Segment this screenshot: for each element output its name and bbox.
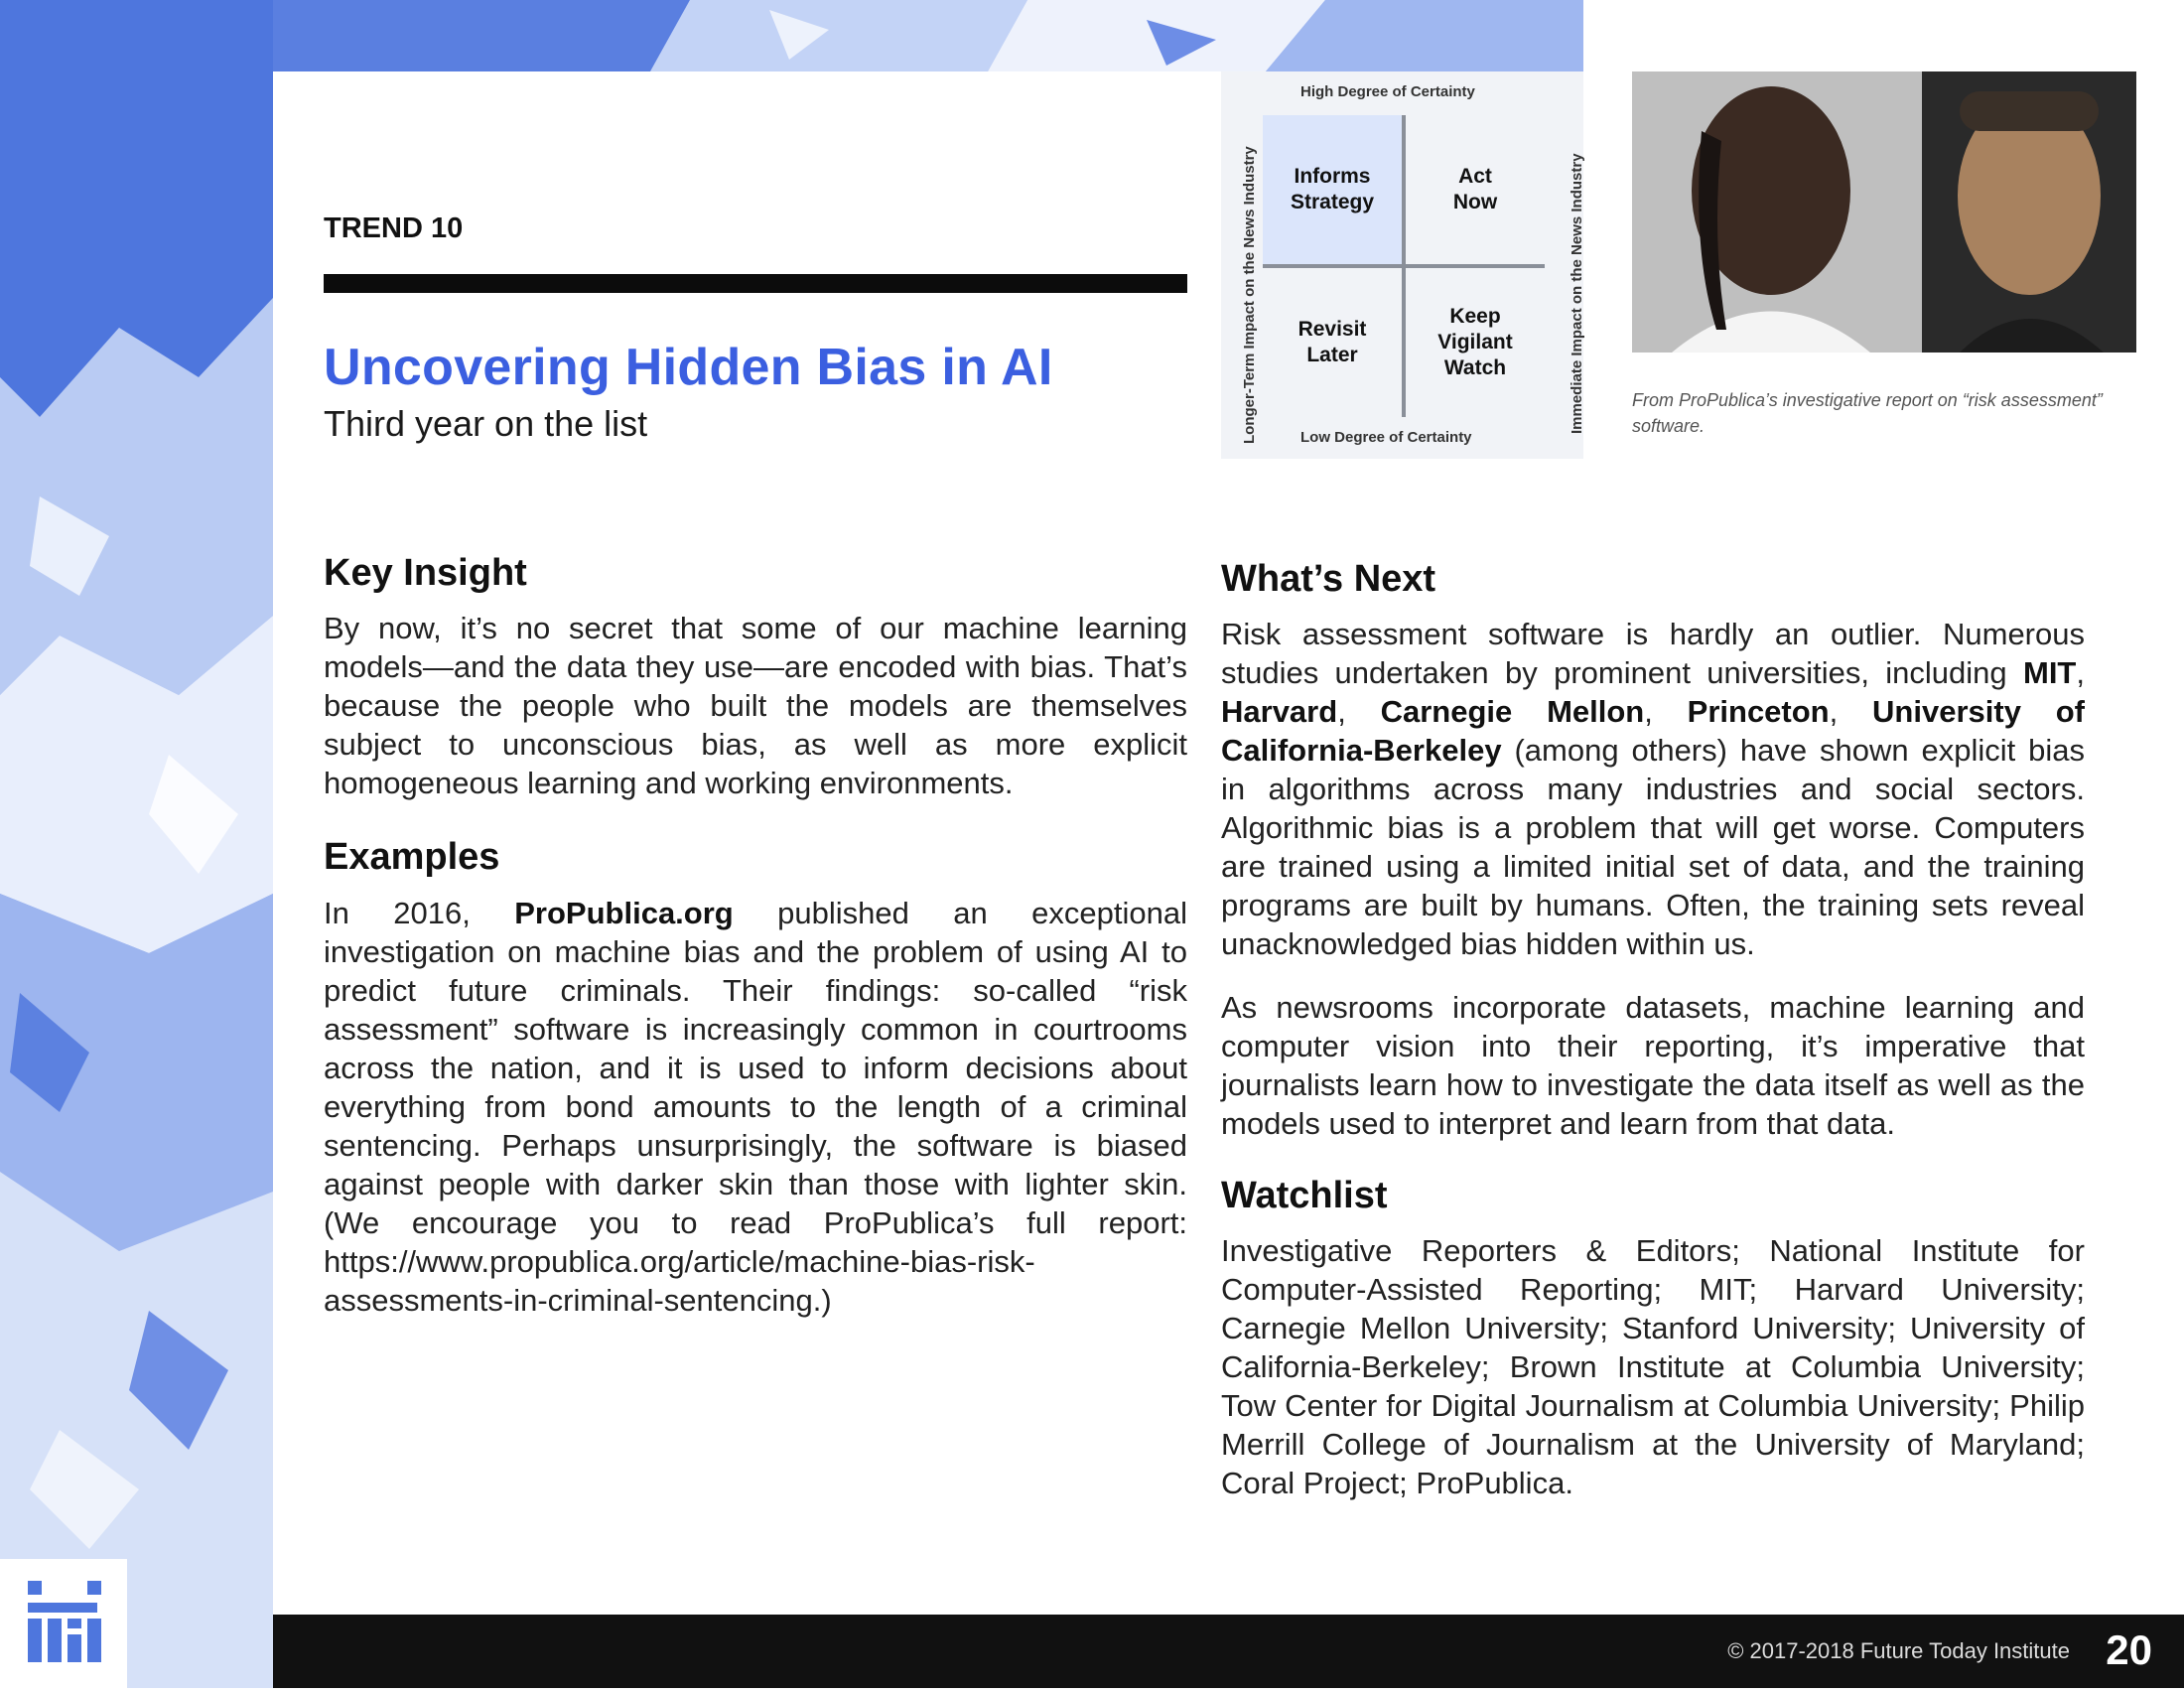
- matrix-cell-informs-strategy: [1263, 115, 1402, 264]
- cell-line: Act: [1458, 165, 1492, 188]
- photo-caption: From ProPublica’s investigative report on “risk assessment” software.: [1632, 390, 2103, 436]
- page-number: 20: [2106, 1626, 2152, 1673]
- university-cmu: Carnegie Mellon: [1380, 694, 1645, 729]
- matrix-cell-keep-vigilant-watch: [1406, 268, 1545, 417]
- watchlist-text: Investigative Reporters & Editors; National Institute for Computer-Assisted Reporting; MIT; Harvard University; Carnegie Mellon University; Stanford University; University of California-Berkeley; Brown Institute at Columbia University; Tow Center for Digital Journalism at Columbia University; Philip Merrill College of Journalism at the University of Maryland; Coral Project; ProPublica.: [1221, 1233, 2085, 1500]
- fti-logo: [0, 1559, 127, 1688]
- background-ice-texture: [0, 0, 273, 1688]
- matrix-cell-act-now: [1406, 115, 1545, 264]
- cell-line: Later: [1306, 344, 1358, 366]
- university-harvard: Harvard: [1221, 694, 1338, 729]
- watchlist-heading: Watchlist: [1221, 1175, 1388, 1216]
- whats-next-text-1: Risk assessment software is hardly an outlier. Numerous studies undertaken by prominent universities, including MIT, Harvard, Carnegie Mellon, Princeton, University of California-Berkeley (among others) have shown explicit bias in algorithms across many industries and social sectors. Algorithmic bias is a problem that will get worse. Computers are trained using a limited initial set of data, and the training programs are built by humans. Often, the training sets reveal unacknowledged bias hidden within us.: [1221, 617, 2086, 961]
- examples-body: published an exceptional investigation on machine bias and the problem of using AI to predict future criminals. Their findings: so-called “risk assessment” software is increasingly common in courtrooms across the nation, and it is used to inform decisions about everything from bond amounts to the length of a criminal sentencing. Perhaps unsurprisingly, the software is biased against people with darker skin than those with lighter skin. (We encourage you to read ProPublica’s full report: https://www.propublica.org/article/machine-bias-risk-assessments-in-criminal-sentencing.): [324, 896, 1187, 1318]
- whats-next-text-2: As newsrooms incorporate datasets, machine learning and computer vision into their reporting, it’s imperative that journalists learn how to investigate the data itself as well as the models used to interpret and learn from that data.: [1221, 990, 2085, 1141]
- whats-next-intro: Risk assessment software is hardly an outlier. Numerous studies undertaken by prominent universities, including: [1221, 617, 2085, 690]
- university-princeton: Princeton: [1687, 694, 1830, 729]
- cell-line: Vigilant: [1437, 331, 1513, 353]
- matrix-cell-revisit-later: [1263, 268, 1402, 417]
- examples-intro: In 2016,: [324, 896, 471, 930]
- examples-text: [324, 894, 1187, 1320]
- certainty-matrix: [1221, 71, 1583, 459]
- cell-line: Keep: [1449, 305, 1501, 328]
- cell-line: Revisit: [1297, 318, 1367, 341]
- matrix-right-label: Immediate Impact on the News Industry: [1569, 153, 1585, 434]
- cell-line: Watch: [1443, 356, 1507, 379]
- key-insight-text: By now, it’s no secret that some of our machine learning models—and the data they use—are encoded with bias. That’s because the people who built the models are themselves subject to unconscious bias, as well as more explicit homogeneous learning and working environments.: [324, 611, 1187, 800]
- examples-heading: Examples: [324, 836, 500, 878]
- whats-next-rest: (among others) have shown explicit bias in algorithms across many industries and social sectors. Algorithmic bias is a problem that will get worse. Computers are trained using a limited initial set of data, and the training programs are built by humans. Often, the training sets reveal unacknowledged bias hidden within us.: [1221, 733, 2085, 961]
- header-ice-texture: [273, 0, 1583, 71]
- examples-source: ProPublica.org: [514, 896, 734, 930]
- cell-line: Now: [1452, 191, 1498, 213]
- university-mit: MIT: [2023, 655, 2077, 690]
- page-footer: [273, 1615, 2184, 1688]
- university-berkeley: University of California-Berkeley: [1221, 694, 2086, 768]
- portrait-photo: [1632, 71, 2136, 353]
- matrix-bottom-label: Low Degree of Certainty: [1300, 429, 1472, 446]
- key-insight-heading: Key Insight: [324, 552, 527, 594]
- matrix-horizontal-divider: [1263, 264, 1545, 268]
- matrix-top-label: High Degree of Certainty: [1300, 83, 1475, 100]
- cell-line: Informs: [1294, 165, 1371, 188]
- whats-next-heading: What’s Next: [1221, 558, 1436, 600]
- section-divider: [324, 274, 1187, 293]
- trend-label: TREND 10: [324, 212, 464, 244]
- matrix-left-label: Longer-Term Impact on the News Industry: [1241, 146, 1258, 444]
- page-title: Uncovering Hidden Bias in AI: [324, 339, 1053, 396]
- page-subtitle: Third year on the list: [324, 403, 648, 444]
- cell-line: Strategy: [1290, 191, 1375, 213]
- copyright-text: © 2017-2018 Future Today Institute: [1727, 1638, 2070, 1663]
